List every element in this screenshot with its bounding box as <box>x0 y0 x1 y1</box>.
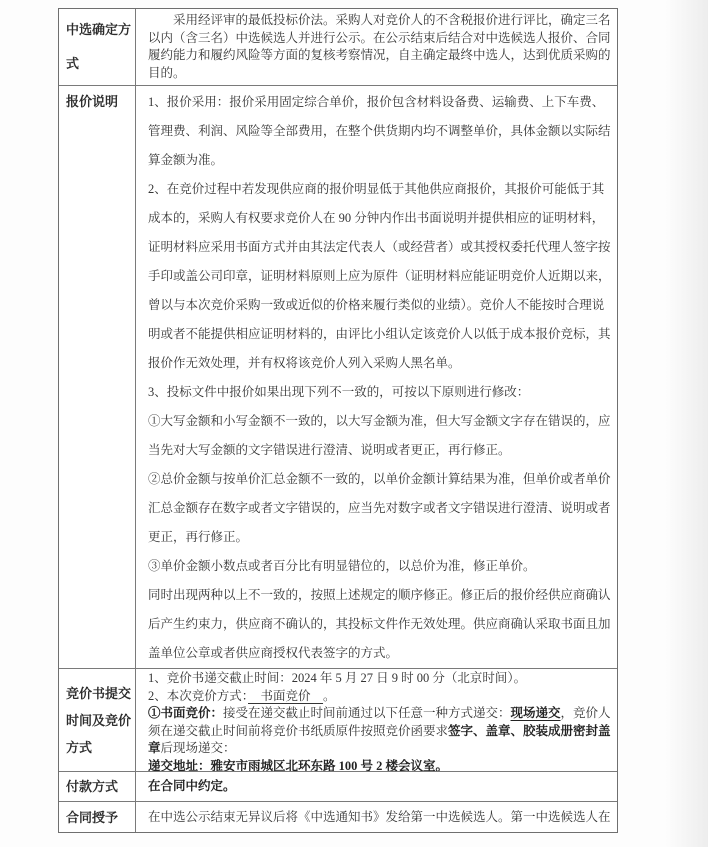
paragraph <box>148 670 611 688</box>
table-row-contract-award <box>59 802 617 832</box>
text-segment: 递交地址：雅安市雨城区北环东路 100 号 2 楼会议室。 <box>148 758 449 772</box>
row-content-contract-award <box>136 802 617 832</box>
paragraph <box>148 407 611 465</box>
text-segment: 现场递交 <box>510 706 561 720</box>
paragraph <box>148 802 611 832</box>
text-segment: 1、竞价书递交截止时间：2024 年 5 月 27 日 9 时 00 分（北京时间）。 <box>148 671 527 685</box>
procurement-table <box>58 8 618 833</box>
text-segment: 2、本次竞价方式： <box>148 688 249 703</box>
text-segment: 。 <box>323 688 336 703</box>
row-header-selection-method: 中选确定方式 <box>59 9 136 85</box>
text-segment: 1、报价采用：报价采用固定综合单价，报价包含材料设备费、运输费、上下车费、管理费、利润、风险等全部费用，在整个供货期内均不调整单价，具体金额以实际结算金额为准。 <box>148 95 611 167</box>
text-segment: ①书面竞价： <box>148 706 224 720</box>
paragraph <box>148 175 611 378</box>
paragraph <box>148 688 611 706</box>
text-segment: 采用经评审的最低投标价法。采购人对竞价人的不含税报价进行评比，确定三名以内（含三名）中选候选人并进行公示。在公示结束后结合对中选候选人报价、合同履约能力和履约风险等方面的复核考察情况，自主确定最终中选人，达到优质采购的目的。 <box>148 13 611 80</box>
text-segment: 3、投标文件中报价如果出现下列不一致的，可按以下原则进行修改： <box>148 385 530 399</box>
text-segment: 后现场递交： <box>160 741 236 755</box>
table-row-bid-submission <box>59 669 617 772</box>
row-header-contract-award: 合同授予 <box>59 802 136 832</box>
table-row-quotation-notes <box>59 86 617 669</box>
paragraph <box>148 12 611 82</box>
text-segment: 接受在递交截止时间前通过以下任意一种方式递交： <box>223 706 511 720</box>
text-segment: 签字、盖章、胶装成册密封盖章 <box>148 723 611 755</box>
paragraph <box>148 88 611 175</box>
text-segment: 书面竞价 <box>248 688 324 703</box>
text-segment: ①大写金额和小写金额不一致的，以大写金额为准，但大写金额文字存在错误的，应当先对大写金额的文字错误进行澄清、说明或者更正，再行修正。 <box>148 414 611 457</box>
table-row-payment <box>59 772 617 802</box>
table-row-selection-method <box>59 9 617 86</box>
paragraph <box>148 465 611 552</box>
paragraph <box>148 552 611 581</box>
text-segment: ，竞价人须在递交截止时间前将竞价书纸质原件按照竞价函要求 <box>148 706 611 738</box>
paragraph <box>148 378 611 407</box>
row-content-quotation-notes <box>136 86 617 668</box>
row-header-quotation-notes: 报价说明 <box>59 86 136 668</box>
row-content-selection-method <box>136 9 617 85</box>
row-content-bid-submission <box>136 669 617 771</box>
paragraph <box>148 772 611 801</box>
text-segment: ③单价金额小数点或者百分比有明显错位的，以总价为准，修正单价。 <box>148 559 536 573</box>
text-segment: 在中选公示结束无异议后将《中选通知书》发给第一中选候选人。第一中选候选人在 <box>148 810 611 824</box>
paragraph <box>148 758 611 773</box>
row-content-payment <box>136 772 617 801</box>
text-segment: 在合同中约定。 <box>148 779 236 793</box>
text-segment: 2、在竞价过程中若发现供应商的报价明显低于其他供应商报价，其报价可能低于其成本的，采购人有权要求竞价人在 90 分钟内作出书面说明并提供相应的证明材料，证明材料应采用书面方式并由其法定代表人（或经营者）或其授权委托代理人签字按手印或盖公司印章，证明材料原则上应为原件（证明材料应能证明竞价人近期以来，曾以与本次竞价采购一致或近似的价格来履行类似的业绩）。竞价人不能按时合理说明或者不能提供相应证明材料的，由评比小组认定该竞价人以低于成本报价竞标，其报价作无效处理，并有权将该竞价人列入采购人黑名单。 <box>148 182 611 370</box>
row-header-payment: 付款方式 <box>59 772 136 801</box>
paragraph <box>148 581 611 668</box>
paragraph <box>148 705 611 758</box>
text-segment: ②总价金额与按单价汇总金额不一致的，以单价金额计算结果为准，但单价或者单价汇总金额存在数字或者文字错误的，应当先对数字或者文字错误进行澄清、说明或者更正，再行修正。 <box>148 472 611 544</box>
text-segment: 同时出现两种以上不一致的，按照上述规定的顺序修正。修正后的报价经供应商确认后产生约束力，供应商不确认的，其投标文件作无效处理。供应商确认采取书面且加盖单位公章或者供应商授权代表签字的方式。 <box>148 588 611 660</box>
row-header-bid-submission: 竞价书提交时间及竞价方式 <box>59 669 136 771</box>
